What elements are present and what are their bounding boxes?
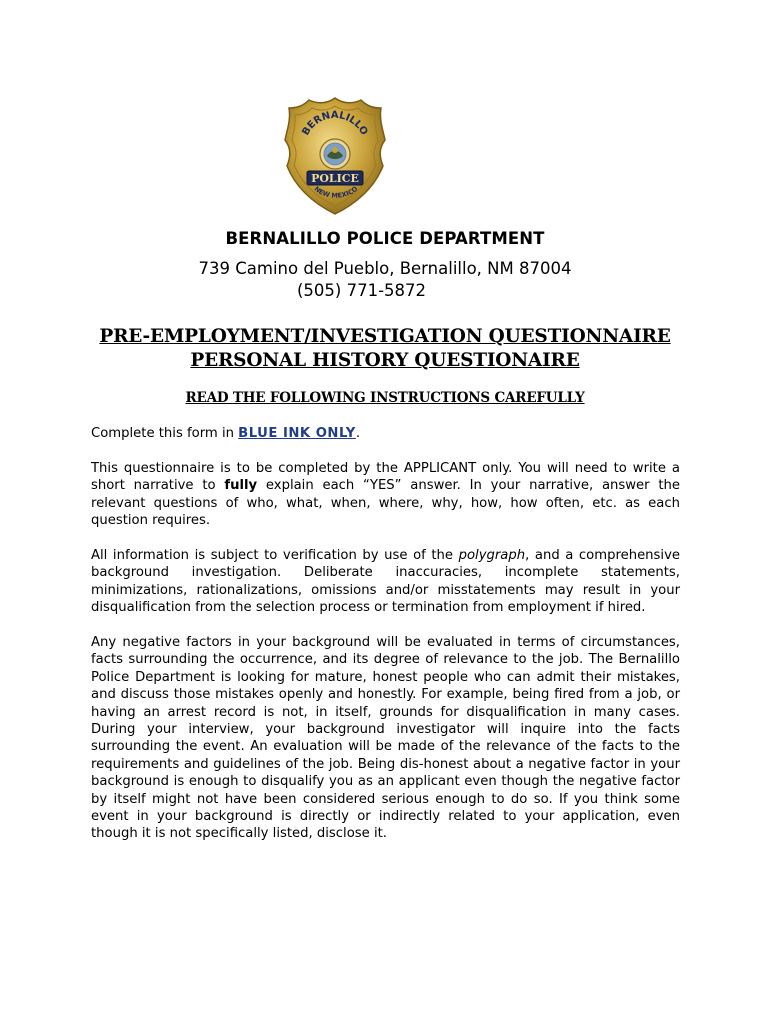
badge-middle-text: POLICE [311, 172, 359, 185]
verification-text-start: All information is subject to verification by use of the [91, 548, 459, 563]
badge-top-text: BERNALILLO [300, 109, 370, 138]
negative-factors-paragraph: Any negative factors in your background will be evaluated in terms of circumstances, facts surrounding the occurrence, and its degree of relevance to the job. The Bernalillo Police Department is looking for mature, honest people who can admit their mistakes, and discuss those mistakes openly and honestly. For example, being fired from a job, or having an arrest record is not, in itself, grounds for disqualification in many cases. During your interview, your background investigator will inquire into the facts surrounding the event. An evaluation will be made of the relevance of the facts to the requirements and guidelines of the job. Being dis-honest about a negative factor in your background is enough to disqualify you as an applicant even though the negative factor by itself might not have been considered serious enough to do so. If you think some event in your background is directly or indirectly related to your application, even though it is not specifically listed, disclose it. [91, 635, 680, 842]
form-title-line1: PRE-EMPLOYMENT/INVESTIGATION QUESTIONNAIRE [99, 326, 671, 347]
department-name: BERNALILLO POLICE DEPARTMENT [225, 229, 545, 248]
narrative-bold-word: fully [224, 478, 258, 494]
instructions-heading: READ THE FOLLOWING INSTRUCTIONS CAREFULLY [185, 390, 585, 406]
ink-instruction-paragraph [91, 425, 680, 442]
department-phone: (505) 771-5872 [297, 281, 427, 300]
verification-text-end: , and a comprehensive background investigation. Deliberate inaccuracies, incomplete statements, minimizations, rationalizations, omissions and/or misstatements may result in your disqualification from the selection process or termination from employment if hired. [91, 548, 680, 616]
police-badge-icon [283, 94, 387, 218]
form-title-line2: PERSONAL HISTORY QUESTIONAIRE [190, 350, 580, 371]
polygraph-word: polygraph [458, 548, 526, 563]
verification-paragraph [91, 547, 680, 617]
narrative-text-end: explain each “YES” answer. In your narrative, answer the relevant questions of who, what, when, where, why, how, how often, etc. as each question requires. [91, 478, 680, 529]
blue-ink-emphasis: BLUE INK ONLY [238, 426, 356, 441]
badge-bottom-text: NEW MEXICO [312, 184, 360, 200]
narrative-text-start: This questionnaire is to be completed by the APPLICANT only. You will need to write a short narrative to [91, 461, 680, 494]
department-address: 739 Camino del Pueblo, Bernalillo, NM 87004 [198, 259, 572, 278]
narrative-instruction-paragraph [91, 460, 680, 530]
ink-instruction-end: . [355, 426, 361, 441]
ink-instruction-text: Complete this form in [91, 426, 239, 441]
